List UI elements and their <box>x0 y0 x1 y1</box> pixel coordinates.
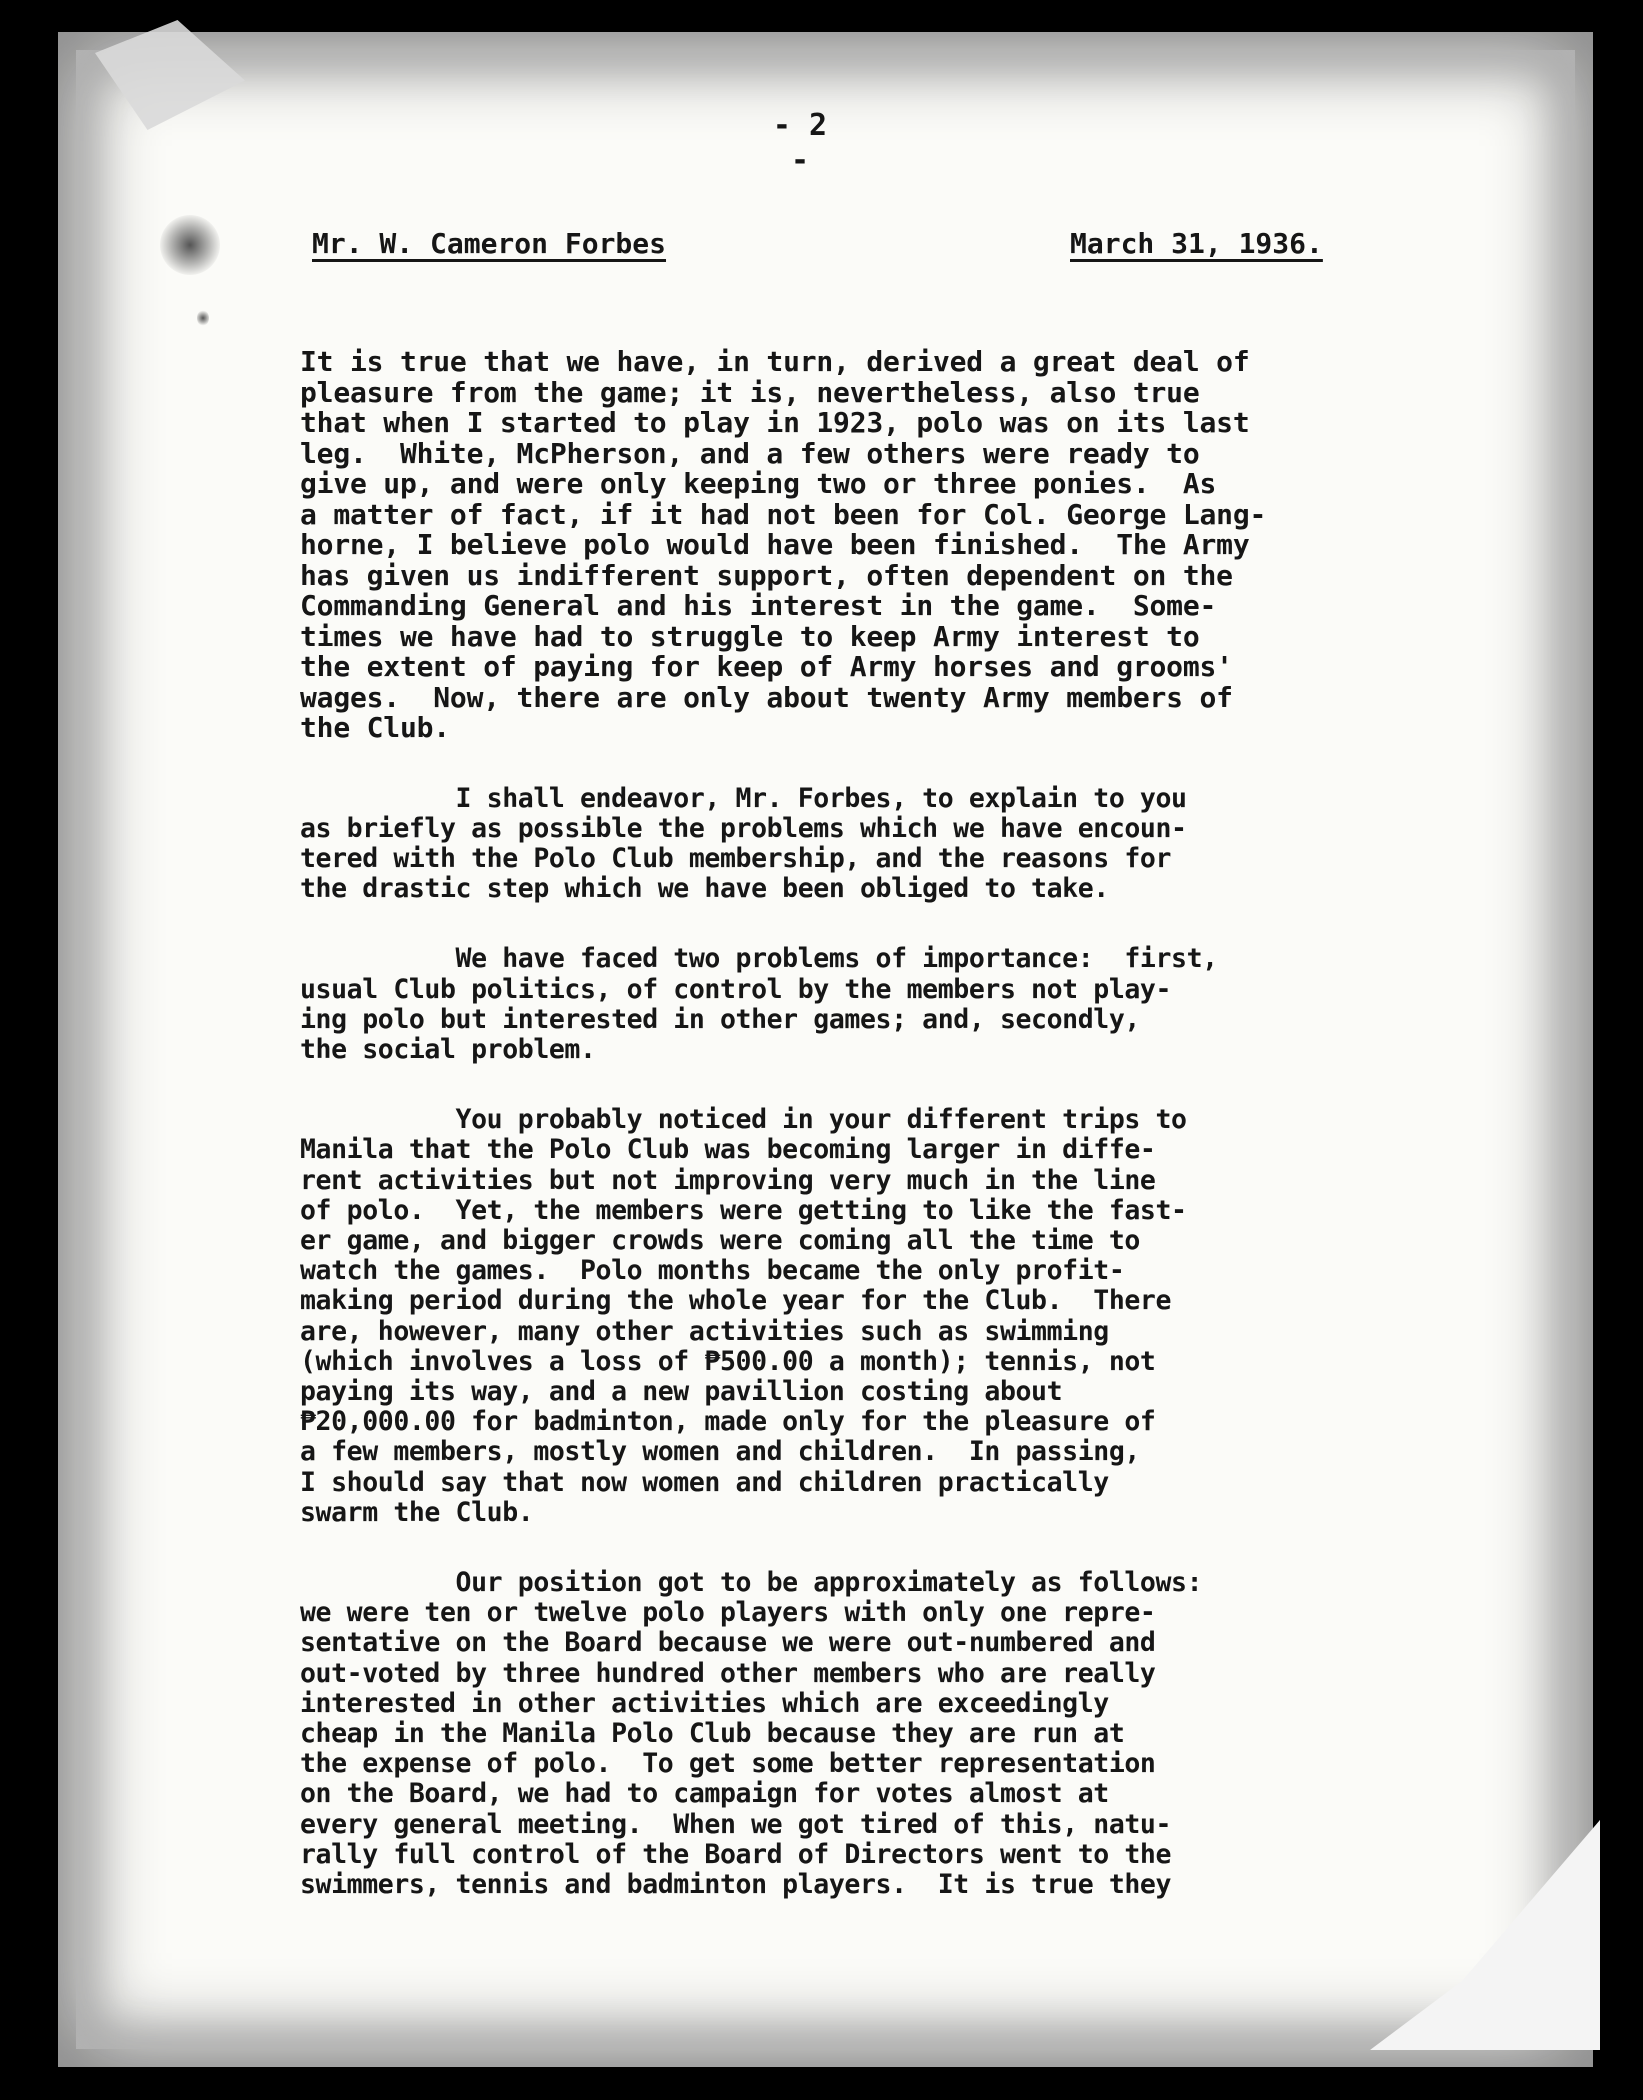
text-line: give up, and were only keeping two or three ponies. As <box>300 467 1217 500</box>
text-line: paying its way, and a new pavillion costing about <box>300 1375 1063 1407</box>
text-line: rent activities but not improving very much in the line <box>300 1164 1156 1196</box>
text-line: of polo. Yet, the members were getting to like the fast- <box>300 1194 1187 1226</box>
text-line: (which involves a loss of ₱500.00 a month); tennis, not <box>300 1345 1156 1377</box>
text-line: are, however, many other activities such as swimming <box>300 1315 1109 1347</box>
paragraph-2 <box>300 784 1380 905</box>
text-line: We have faced two problems of importance: first, <box>300 943 1218 975</box>
text-line: I shall endeavor, Mr. Forbes, to explain to you <box>300 782 1187 814</box>
text-line: the social problem. <box>300 1033 596 1065</box>
text-line: that when I started to play in 1923, polo was on its last <box>300 406 1250 439</box>
text-line: cheap in the Manila Polo Club because they are run at <box>300 1717 1125 1749</box>
text-line: pleasure from the game; it is, nevertheless, also true <box>300 375 1200 409</box>
text-line: on the Board, we had to campaign for votes almost at <box>300 1778 1109 1810</box>
text-line: swarm the Club. <box>300 1496 534 1528</box>
text-line: the extent of paying for keep of Army horses and grooms' <box>300 650 1233 683</box>
text-line: ing polo but interested in other games; and, secondly, <box>300 1003 1140 1035</box>
paragraph-4 <box>300 1105 1380 1528</box>
page-number: - 2 - <box>772 108 828 178</box>
text-line: making period during the whole year for the Club. There <box>300 1285 1172 1317</box>
text-line: a matter of fact, if it had not been for Col. George Lang- <box>300 497 1267 531</box>
text-line: a few members, mostly women and children. In passing, <box>300 1436 1140 1468</box>
text-line: has given us indifferent support, often dependent on the <box>300 558 1233 592</box>
text-line: swimmers, tennis and badminton players. It is true they <box>300 1869 1172 1900</box>
text-line: I should say that now women and children practically <box>300 1466 1109 1498</box>
text-line: every general meeting. When we got tired of this, natu- <box>300 1808 1172 1840</box>
text-line: horne, I believe polo would have been finished. The Army <box>300 528 1250 561</box>
text-line: ₱20,000.00 for badminton, made only for the pleasure of <box>300 1406 1156 1438</box>
text-line: er game, and bigger crowds were coming all the time to <box>300 1224 1140 1256</box>
text-line: times we have had to struggle to keep Army interest to <box>300 619 1200 653</box>
text-line: You probably noticed in your different trips to <box>300 1104 1187 1136</box>
text-line: the Club. <box>300 711 450 744</box>
paragraph-1 <box>300 347 1380 744</box>
text-line: It is true that we have, in turn, derived a great deal of <box>300 345 1250 378</box>
text-line: out-voted by three hundred other members who are really <box>300 1657 1156 1689</box>
text-line: wages. Now, there are only about twenty Army members of <box>300 680 1233 714</box>
text-line: Manila that the Polo Club was becoming larger in diffe- <box>300 1134 1156 1166</box>
text-line: sentative on the Board because we were out-numbered and <box>300 1627 1156 1659</box>
paragraph-3 <box>300 944 1380 1065</box>
paragraph-5 <box>300 1568 1380 1900</box>
text-line: usual Club politics, of control by the members not play- <box>300 973 1172 1005</box>
recipient-name: Mr. W. Cameron Forbes <box>312 227 667 260</box>
letter-body <box>300 347 1380 1940</box>
text-line: tered with the Polo Club membership, and the reasons for <box>300 842 1172 874</box>
text-line: leg. White, McPherson, and a few others were ready to <box>300 436 1200 470</box>
text-line: Our position got to be approximately as follows: <box>300 1566 1203 1598</box>
text-line: interested in other activities which are exceedingly <box>300 1687 1109 1719</box>
text-line: watch the games. Polo months became the only profit- <box>300 1255 1125 1287</box>
text-line: Commanding General and his interest in the game. Some- <box>300 589 1217 622</box>
text-line: rally full control of the Board of Directors went to the <box>300 1838 1172 1870</box>
letter-date: March 31, 1936. <box>1070 227 1323 260</box>
text-line: as briefly as possible the problems which we have encoun- <box>300 812 1187 844</box>
text-line: we were ten or twelve polo players with only one repre- <box>300 1597 1156 1629</box>
text-line: the expense of polo. To get some better representation <box>300 1748 1156 1780</box>
text-line: the drastic step which we have been obliged to take. <box>300 873 1109 905</box>
